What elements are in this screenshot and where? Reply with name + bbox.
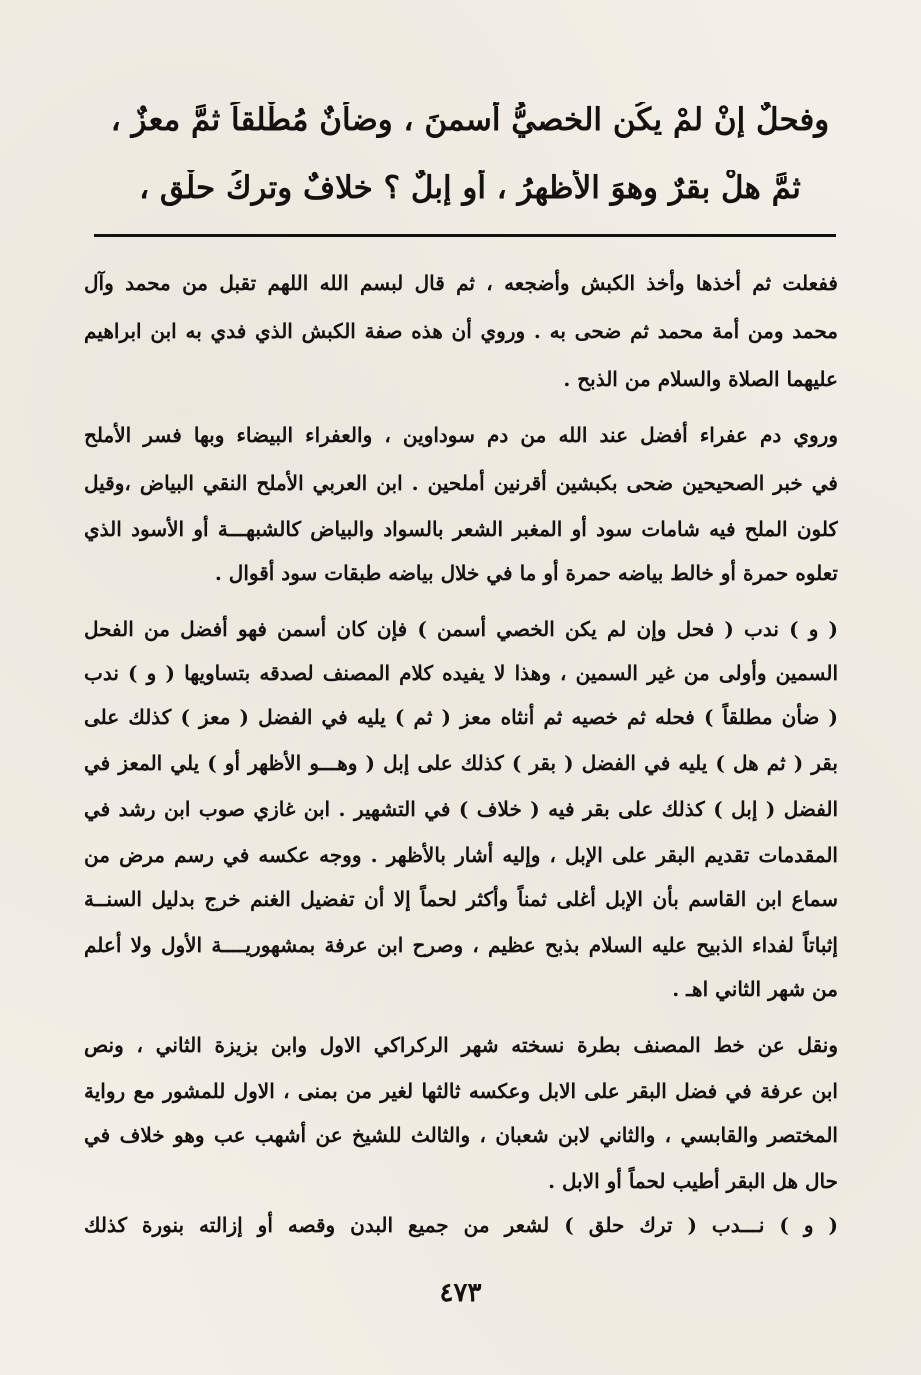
commentary-line: السمين وأولى من غير السمين ، وهذا لا يفيده كلام المصنف لصدقه بتساويها ( و ) ندب (84, 661, 838, 685)
commentary-line: ابن عرفة في فضل البقر على الابل وعكسه ثالثها لغير من بمنى ، الاول للمشور مع رواية (84, 1079, 838, 1103)
verse-line-1: وفحلٌ إنْ لمْ يكُنِ الخصيُّ أسمنَ ، وضأنٌ مُطْلقاً ثمَّ معزٌ ، (110, 102, 830, 138)
commentary-line: سماع ابن القاسم بأن الإبل أغلى ثمناً وأكثر لحماً إلا أن تفضيل الغنم خرج بدليل السنــة (84, 887, 838, 911)
commentary-line: ونقل عن خط المصنف بطرة نسخته شهر الركراكي الاول وابن بزيزة الثاني ، ونص (84, 1033, 838, 1057)
commentary-line: ( و ) نـــدب ( ترك حلق ) لشعر من جميع البدن وقصه أو إزالته بنورة كذلك (84, 1213, 838, 1237)
commentary-line: محمد ومن أمة محمد ثم ضحى به . وروي أن هذه صفة الكبش الذي فدي به ابن ابراهيم (84, 319, 838, 343)
commentary-line: تعلوه حمرة أو خالط بياضه حمرة أو ما في خلال بياضه طبقات سود أقوال . (214, 561, 838, 585)
commentary-line: الفضل ( إبل ) كذلك على بقر فيه ( خلاف ) في التشهير . ابن غازي صوب ابن رشد في (84, 797, 838, 821)
commentary-line: عليهما الصلاة والسلام من الذبح . (563, 367, 838, 391)
commentary-line: وروي دم عفراء أفضل عند الله من دم سوداوين ، والعفراء البيضاء وبها فسر الأملح (84, 423, 838, 447)
commentary-line: المقدمات تقديم البقر على الإبل ، وإليه أشار بالأظهر . ووجه عكسه في رسم مرض من (84, 843, 838, 867)
commentary-line: في خبر الصحيحين ضحى بكبشين أقرنين أملحين . ابن العربي الأملح النقي البياض ،وقيل (84, 471, 838, 495)
page-number: ٤٧٣ (439, 1278, 482, 1308)
verse-line-2: ثمَّ هلْ بقرٌ وهوَ الأظهرُ ، أو إبلٌ ؟ خلافٌ وتركُ حلْقٍ ، (139, 170, 801, 206)
commentary-line: ( ضأن مطلقاً ) فحله ثم خصيه ثم أنثاه معز ( ثم ) يليه في الفضل ( معز ) كذلك على (84, 705, 838, 729)
commentary-line: إثباتاً لفداء الذبيح عليه السلام بذبح عظيم ، وصرح ابن عرفة بمشهوريــــة الأول ولا أعلم (84, 933, 838, 957)
commentary-line: من شهر الثاني اهـ . (672, 977, 838, 1001)
verse-divider (94, 234, 836, 237)
commentary-line: ( و ) ندب ( فحل وإن لم يكن الخصي أسمن ) فإن كان أسمن فهو أفضل من الفحل (84, 617, 838, 641)
commentary-line: ففعلت ثم أخذها وأخذ الكبش وأضجعه ، ثم قال لبسم الله اللهم تقبل من محمد وآل (84, 271, 838, 295)
commentary-line: حال هل البقر أطيب لحماً أو الابل . (548, 1169, 838, 1193)
commentary-line: المختصر والقابسي ، والثاني لابن شعبان ، والثالث للشيخ عن أشهب عب وهو خلاف في (84, 1123, 838, 1147)
commentary-line: كلون الملح فيه شامات سود أو المغبر الشعر بالسواد والبياض كالشبهـــة أو الأسود الذي (84, 517, 838, 541)
commentary-line: بقر ( ثم هل ) يليه في الفضل ( بقر ) كذلك على إبل ( وهـــو الأظهر أو ) يلي المعز في (84, 751, 838, 775)
